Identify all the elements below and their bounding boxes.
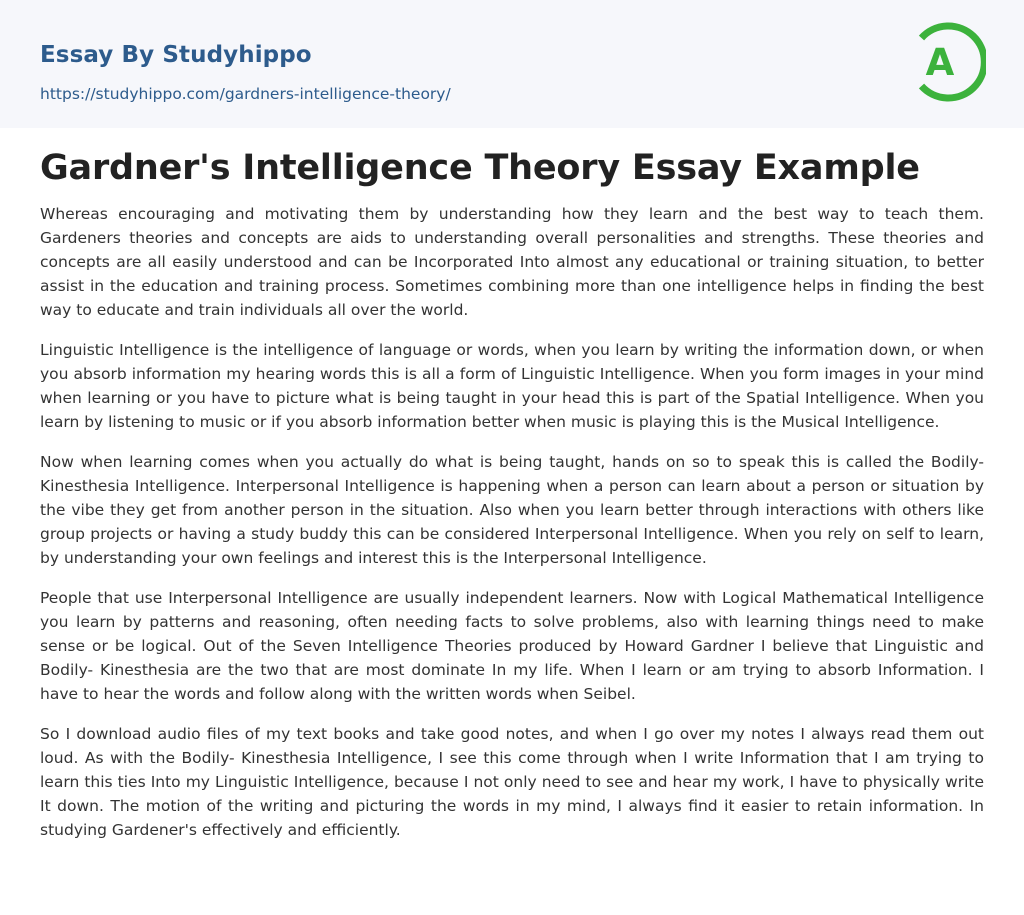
article-title: Gardner's Intelligence Theory Essay Example <box>40 148 920 188</box>
essay-url-link[interactable]: https://studyhippo.com/gardners-intelligence-theory/ <box>40 85 451 103</box>
brand-title[interactable]: Essay By Studyhippo <box>40 42 312 68</box>
studyhippo-a-logo-icon[interactable] <box>912 19 986 105</box>
paragraph-1: Whereas encouraging and motivating them by understanding how they learn and the best way to teach them. Gardeners theories and concepts are aids to understanding overall personalities and strengths. These theories and concepts are all easily understood and can be Incorporated Into almost any educational or training situation, to better assist in the education and training process. Sometimes combining more than one intelligence helps in finding the best way to educate and train individuals all over the world. <box>40 205 984 319</box>
paragraph-4: People that use Interpersonal Intelligence are usually independent learners. Now with Logical Mathematical Intelligence you learn by patterns and reasoning, often needing facts to solve problems, also with learning things need to make sense or be logical. Out of the Seven Intelligence Theories produced by Howard Gardner I believe that Linguistic and Bodily- Kinesthesia are the two that are most dominate In my life. When I learn or am trying to absorb Information. I have to hear the words and follow along with the written words when Seibel. <box>40 589 984 703</box>
paragraph-5: So I download audio files of my text books and take good notes, and when I go over my notes I always read them out loud. As with the Bodily- Kinesthesia Intelligence, I see this come through when I write Information that I am trying to learn this ties Into my Linguistic Intelligence, because I not only need to see and hear my work, I have to physically write It down. The motion of the writing and picturing the words in my mind, I always find it easier to retain information. In studying Gardener's effectively and efficiently. <box>40 725 984 839</box>
article <box>40 140 984 858</box>
paragraph-2: Linguistic Intelligence is the intelligence of language or words, when you learn by writing the information down, or when you absorb information my hearing words this is all a form of Linguistic Intelligence. When you form images in your mind when learning or you have to picture what is being taught in your head this is part of the Spatial Intelligence. When you learn by listening to music or if you absorb information better when music is playing this is the Musical Intelligence. <box>40 341 984 431</box>
page-header <box>0 0 1024 128</box>
paragraph-3: Now when learning comes when you actually do what is being taught, hands on so to speak this is called the Bodily-Kinesthesia Intelligence. Interpersonal Intelligence is happening when a person can learn about a person or situation by the vibe they get from another person in the situation. Also when you learn better through interactions with others like group projects or having a study buddy this can be considered Interpersonal Intelligence. When you rely on self to learn, by understanding your own feelings and interest this is the Interpersonal Intelligence. <box>40 453 984 567</box>
logo-letter: A <box>925 41 955 84</box>
